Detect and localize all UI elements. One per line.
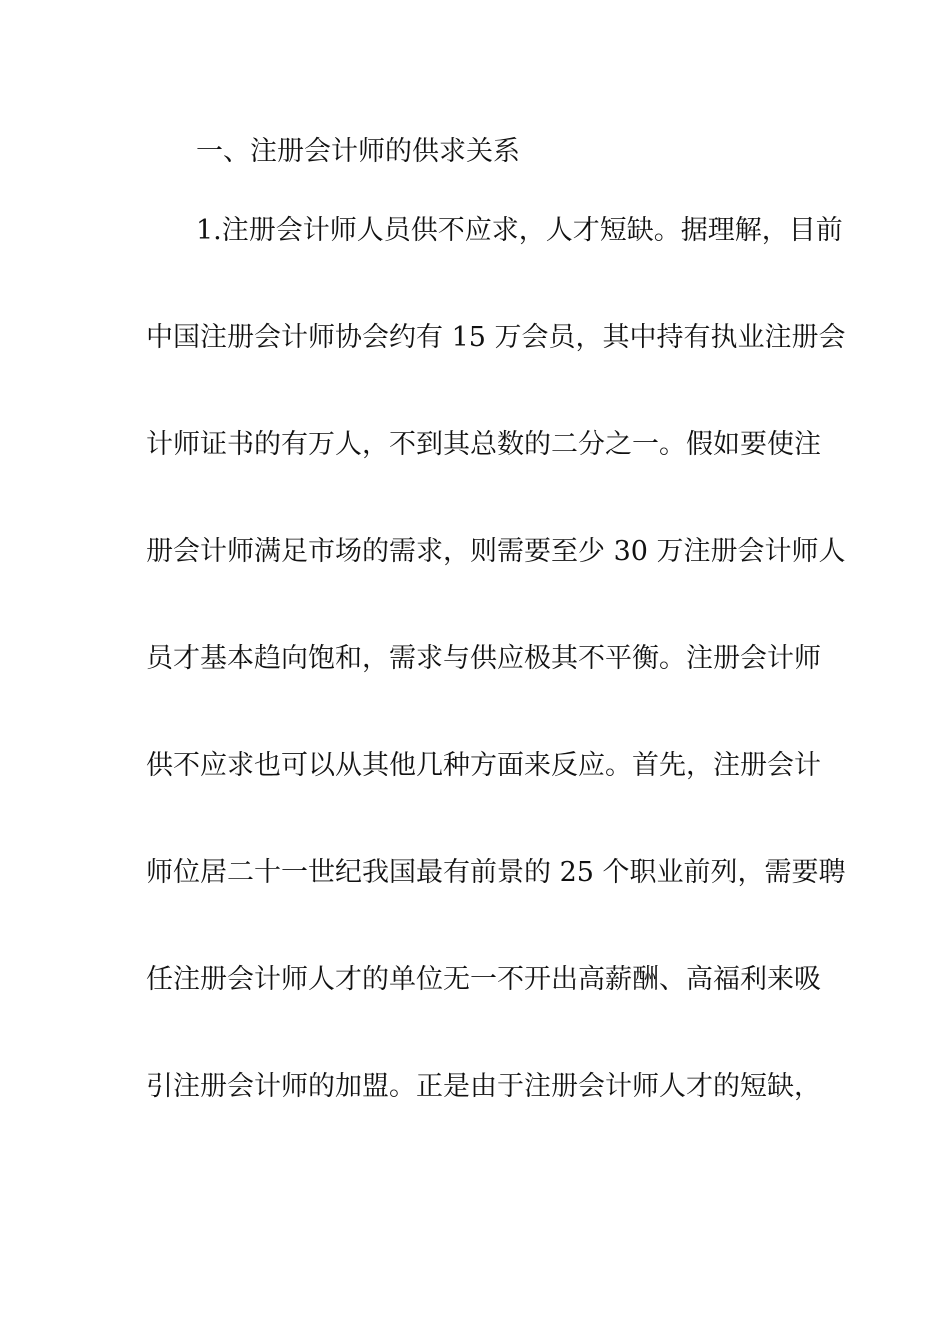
- paragraph-line-3: 计师证书的有万人，不到其总数的二分之一。假如要使注: [146, 429, 821, 460]
- paragraph-line-8: 任注册会计师人才的单位无一不开出高薪酬、高福利来吸: [146, 964, 821, 995]
- paragraph-line-1: 1.注册会计师人员供不应求，人才短缺。据理解，目前: [196, 215, 843, 246]
- paragraph-line-5: 员才基本趋向饱和，需求与供应极其不平衡。注册会计师: [146, 643, 821, 674]
- section-heading: 一、注册会计师的供求关系: [196, 136, 520, 167]
- paragraph-line-9: 引注册会计师的加盟。正是由于注册会计师人才的短缺，: [146, 1071, 821, 1102]
- paragraph-line-2: 中国注册会计师协会约有 15 万会员，其中持有执业注册会: [146, 322, 846, 353]
- paragraph-line-6: 供不应求也可以从其他几种方面来反应。首先，注册会计: [146, 750, 821, 781]
- paragraph-line-4: 册会计师满足市场的需求，则需要至少 30 万注册会计师人: [146, 536, 846, 567]
- paragraph-line-7: 师位居二十一世纪我国最有前景的 25 个职业前列，需要聘: [146, 857, 846, 888]
